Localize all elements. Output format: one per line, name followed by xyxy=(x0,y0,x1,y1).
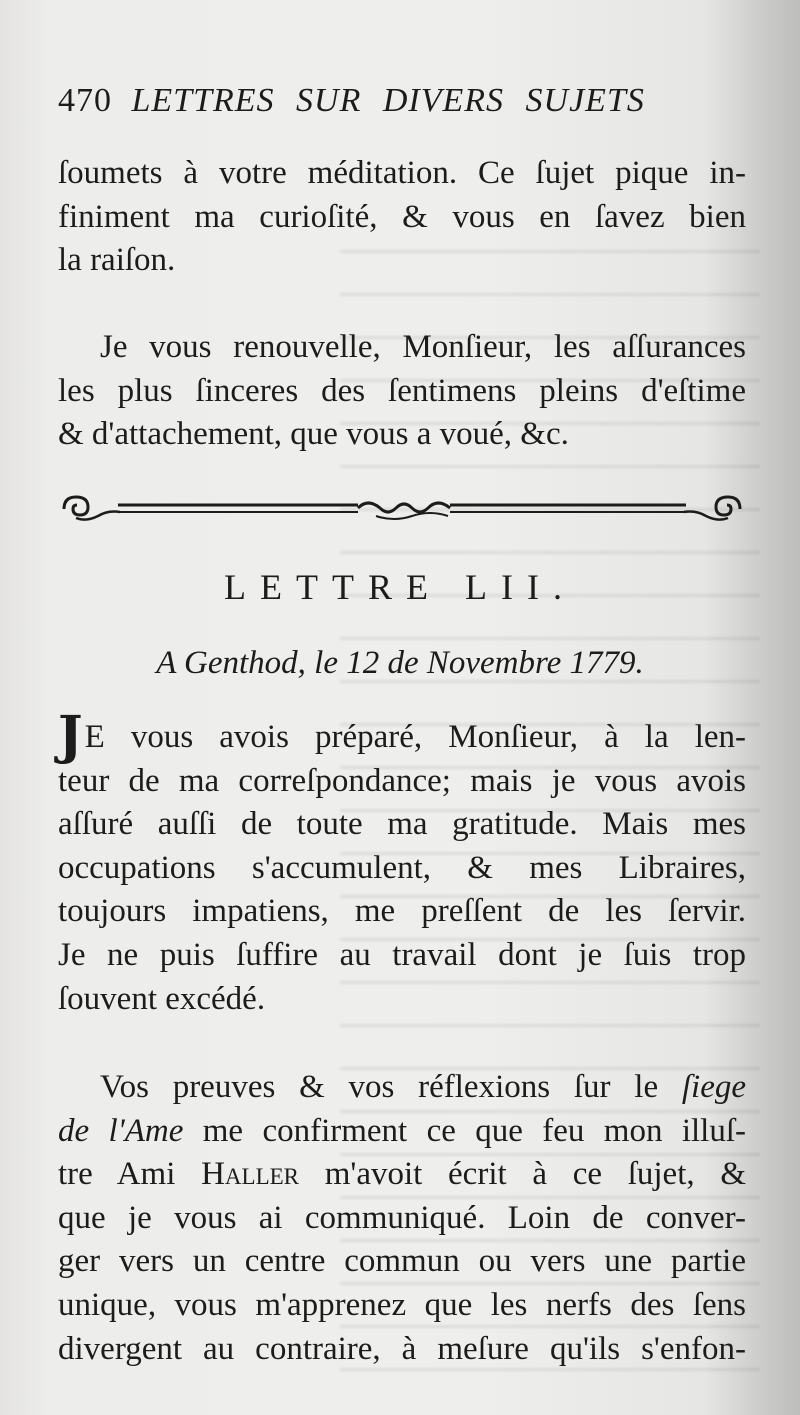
text-line xyxy=(58,1066,746,1110)
text-line: Je ne puis ſuffire au travail dont je ſuis trop xyxy=(58,936,746,973)
text-line: & d'attachement, que vous a voué, &c. xyxy=(58,416,569,453)
text-line: divergent au contraire, à meſure qu'ils s'enfon- xyxy=(58,1330,746,1367)
text-line xyxy=(58,1110,746,1154)
text-line xyxy=(58,1153,746,1197)
text-line: les plus ſinceres des ſentimens pleins d'eſtime xyxy=(58,372,746,409)
text-segment: m'avoit écrit à ce ſujet, & xyxy=(299,1156,746,1193)
text-line: la raiſon. xyxy=(58,242,176,279)
paragraph-continuation xyxy=(58,152,746,283)
text-line: occupations s'accumulent, & mes Libraires, xyxy=(58,849,746,886)
text-line-rest: E vous avois préparé, Monſieur, à la len- xyxy=(84,719,746,755)
text-line: ſouvent excédé. xyxy=(58,980,266,1017)
paragraph-letter-opening xyxy=(58,705,746,1021)
printers-rule-ornament-icon xyxy=(58,488,746,530)
text-line: toujours impatiens, me preſſent de les ſervir. xyxy=(58,893,746,930)
text-segment: me confirment ce que feu mon illuſ- xyxy=(183,1112,746,1149)
text-line: ſoumets à votre méditation. Ce ſujet pique in- xyxy=(58,155,746,191)
drop-cap: J xyxy=(58,705,83,766)
text-line xyxy=(58,705,746,766)
small-caps-name: Haller xyxy=(201,1156,300,1193)
page-number: 470 xyxy=(58,82,112,119)
text-segment: Vos preuves & vos réflexions ſur le xyxy=(100,1069,682,1105)
text-line: Je vous renouvelle, Monſieur, les aſſurances xyxy=(100,329,746,365)
text-line: ger vers un centre commun ou vers une partie xyxy=(58,1243,746,1280)
paragraph-body xyxy=(58,1066,746,1371)
italic-term: ſiege xyxy=(681,1069,746,1105)
running-header xyxy=(58,82,698,120)
running-title: LETTRES SUR DIVERS SUJETS xyxy=(131,82,645,119)
text-line: unique, vous m'apprenez que les nerfs des ſens xyxy=(58,1286,746,1323)
text-line: teur de ma correſpondance; mais je vous avois xyxy=(58,762,746,799)
letter-title: LETTRE LII. xyxy=(224,567,576,607)
paragraph-closing xyxy=(58,326,746,457)
text-line: que je vous ai communiqué. Loin de conver- xyxy=(58,1199,746,1236)
text-segment: tre Ami xyxy=(58,1156,202,1193)
letter-dateline: A Genthod, le 12 de Novembre 1779. xyxy=(156,645,644,681)
text-line: aſſuré auſſi de toute ma gratitude. Mais mes xyxy=(58,806,746,843)
text-line: finiment ma curioſité, & vous en ſavez bien xyxy=(58,198,746,235)
italic-term: de l'Ame xyxy=(58,1112,184,1149)
